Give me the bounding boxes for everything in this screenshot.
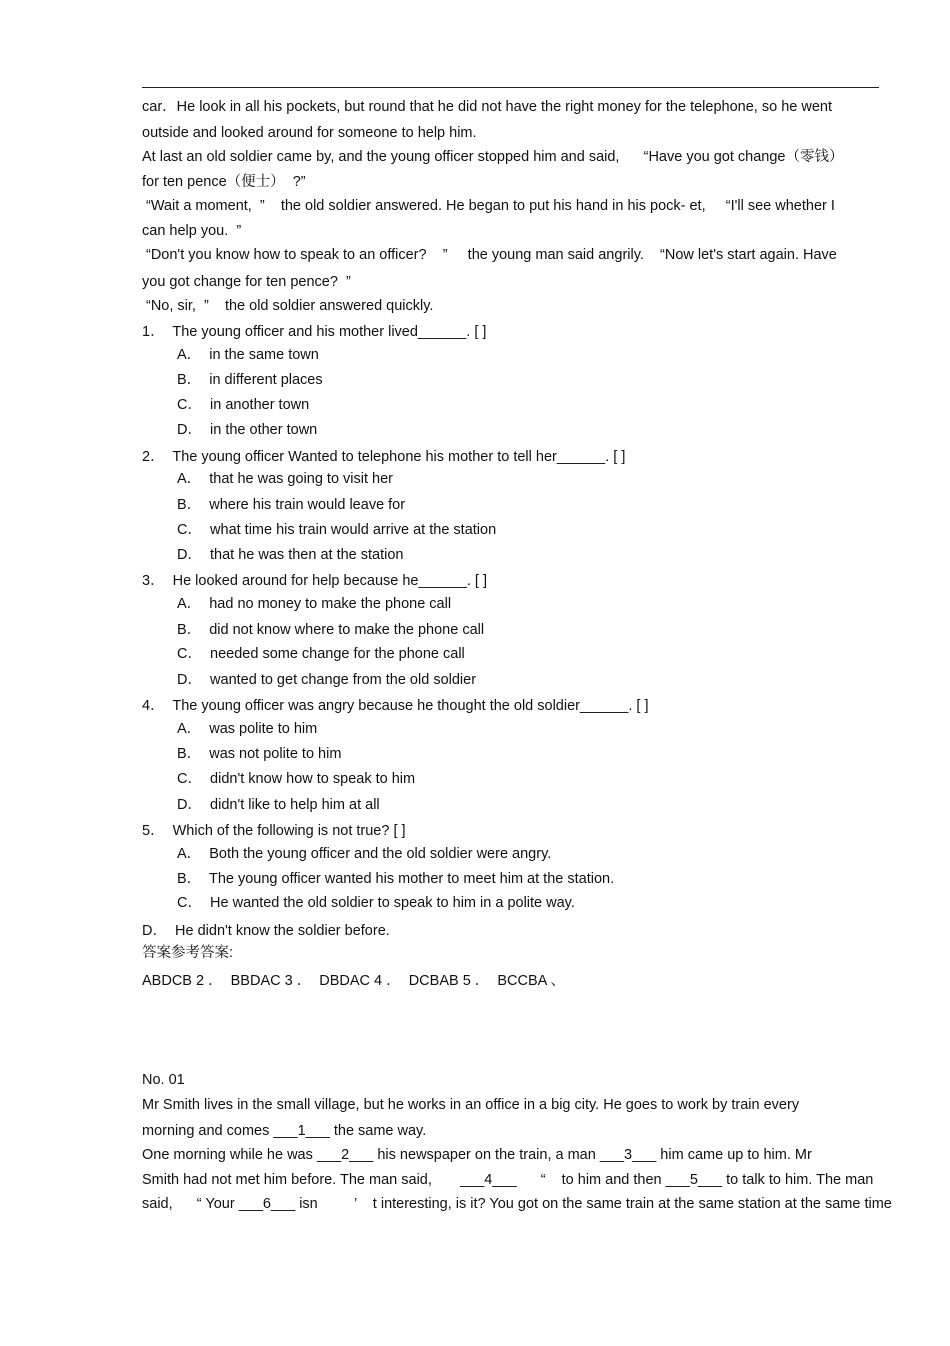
answer-option: C． in another town — [177, 397, 310, 413]
answer-option: A． Both the young officer and the old soldier were angry. — [177, 846, 552, 862]
answer-option: A． was polite to him — [177, 721, 318, 737]
question-stem: 4． The young officer was angry because he thought the old soldier______. [ ] — [142, 698, 649, 714]
header-rule — [142, 87, 879, 88]
answer-option: D． that he was then at the station — [177, 547, 404, 563]
question-stem: 1． The young officer and his mother lived______. [ ] — [142, 324, 487, 340]
answer-option: C． didn't know how to speak to him — [177, 771, 416, 787]
passage-line: Smith had not met him before. The man said, ___4___ “ to him and then ___5___ to talk to him. The man — [142, 1172, 874, 1188]
question-stem: 2． The young officer Wanted to telephone his mother to tell her______. [ ] — [142, 449, 626, 465]
answer-option: A． that he was going to visit her — [177, 471, 393, 487]
story-line: can help you. ” — [142, 223, 242, 239]
answer-key: ABDCB 2 ． BBDAC 3 ． DBDAC 4 ． DCBAB 5 ． BCCBA 、 — [142, 973, 566, 989]
answer-option: C． needed some change for the phone call — [177, 646, 465, 662]
passage-line: said, “ Your ___6___ isn ’ t interesting, is it? You got on the same train at the same station at the same time — [142, 1196, 892, 1212]
answer-option: A． had no money to make the phone call — [177, 596, 452, 612]
story-line: “No, sir, ” the old soldier answered quickly. — [146, 298, 434, 314]
answer-option: D． in the other town — [177, 422, 318, 438]
story-line: outside and looked around for someone to help him. — [142, 125, 477, 141]
question-stem: 5． Which of the following is not true? [ ] — [142, 823, 406, 839]
passage-line: morning and comes ___1___ the same way. — [142, 1123, 427, 1139]
passage-line: One morning while he was ___2___ his newspaper on the train, a man ___3___ him came up to him. Mr — [142, 1147, 812, 1163]
answer-option: D． wanted to get change from the old soldier — [177, 672, 477, 688]
answer-option: C． what time his train would arrive at the station — [177, 522, 497, 538]
story-line: “Don't you know how to speak to an officer? ” the young man said angrily. “Now let's start again. Have — [146, 247, 837, 263]
answer-heading: 答案参考答案: — [142, 945, 234, 961]
answer-option: D． He didn't know the soldier before. — [142, 923, 390, 939]
section-number: No. 01 — [142, 1072, 185, 1088]
answer-option: D． didn't like to help him at all — [177, 797, 380, 813]
answer-option: B． in different places — [177, 372, 323, 388]
answer-option: B． did not know where to make the phone call — [177, 622, 485, 638]
story-line: At last an old soldier came by, and the young officer stopped him and said, “Have you got change（零钱） — [142, 149, 844, 165]
answer-option: B． was not polite to him — [177, 746, 342, 762]
question-stem: 3． He looked around for help because he______. [ ] — [142, 573, 488, 589]
story-line: car．He look in all his pockets, but round that he did not have the right money for the telephone, so he went — [142, 99, 832, 115]
passage-line: Mr Smith lives in the small village, but he works in an office in a big city. He goes to work by train every — [142, 1097, 800, 1113]
answer-option: C． He wanted the old soldier to speak to him in a polite way. — [177, 895, 575, 911]
answer-option: B． The young officer wanted his mother to meet him at the station. — [177, 871, 615, 887]
story-line: for ten pence（便士） ?” — [142, 174, 306, 190]
story-line: you got change for ten pence? ” — [142, 274, 351, 290]
answer-option: B． where his train would leave for — [177, 497, 406, 513]
answer-option: A． in the same town — [177, 347, 319, 363]
story-line: “Wait a moment, ” the old soldier answered. He began to put his hand in his pock- et, “I'll see whether I — [146, 198, 835, 214]
